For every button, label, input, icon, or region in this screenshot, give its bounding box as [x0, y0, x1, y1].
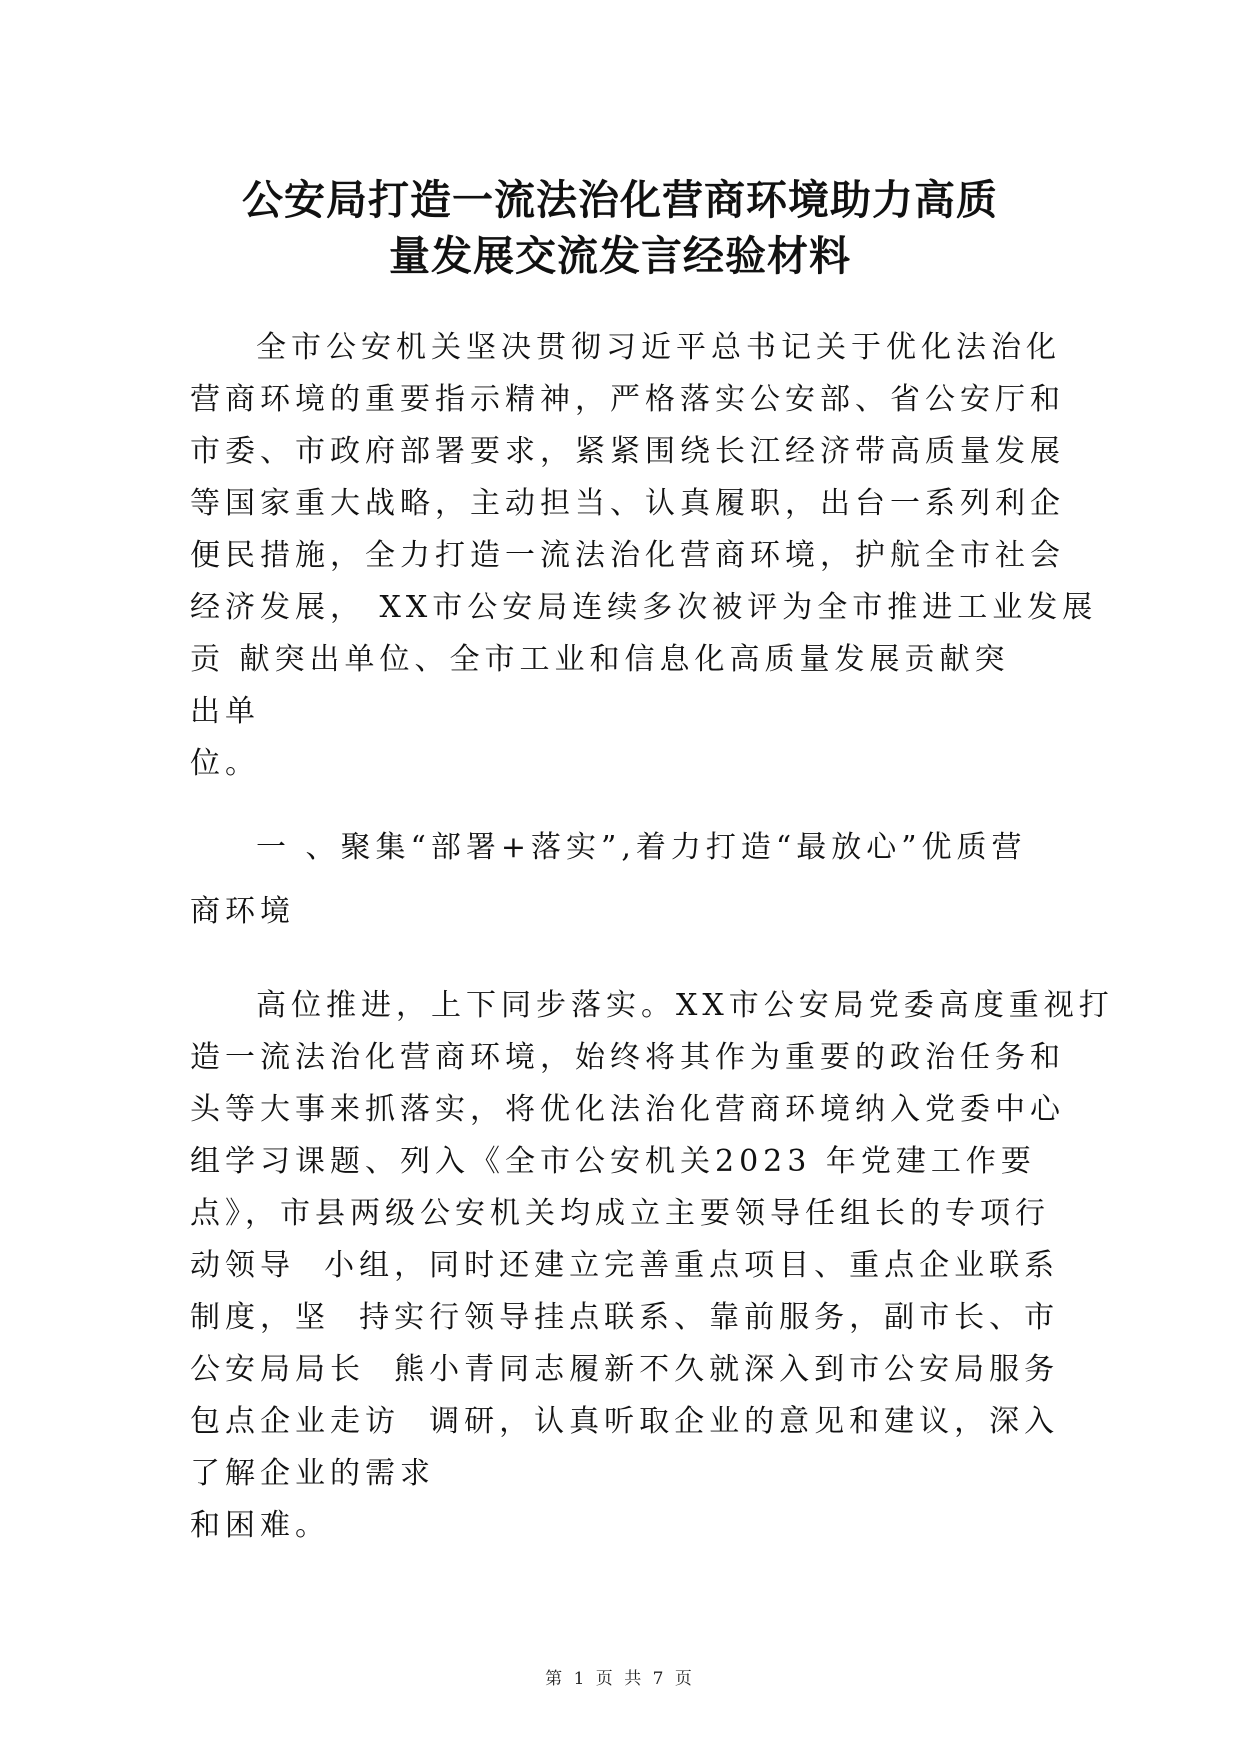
intro-line: 出单 [190, 694, 260, 729]
paragraph-spacer [190, 944, 1070, 980]
section-heading-line: 商环境 [190, 894, 295, 929]
section-heading-line: 一 、聚集“部署+落实”,着力打造“最放心”优质营 [256, 830, 1027, 865]
intro-line: 经济发展， XX市公安局连续多次被评为全市推进工业发展 [190, 590, 1098, 625]
paragraph-line: 公安局局长 熊小青同志履新不久就深入到市公安局服务 [190, 1352, 1060, 1387]
intro-line: 营商环境的重要指示精神，严格落实公安部、省公安厅和 [190, 382, 1065, 417]
paragraph-line: 头等大事来抓落实，将优化法治化营商环境纳入党委中心 [190, 1092, 1065, 1127]
intro-line: 贡 献突出单位、全市工业和信息化高质量发展贡献突 [190, 642, 1010, 677]
document-title [150, 172, 1090, 284]
document-body [190, 322, 1114, 1552]
intro-line: 等国家重大战略，主动担当、认真履职，出台一系列利企 [190, 486, 1065, 521]
paragraph-line: 动领导 小组，同时还建立完善重点项目、重点企业联系 [190, 1248, 1060, 1283]
intro-line: 便民措施，全力打造一流法治化营商环境，护航全市社会 [190, 538, 1065, 573]
paragraph-line: 造一流法治化营商环境，始终将其作为重要的政治任务和 [190, 1040, 1065, 1075]
paragraph-line: 点》，市县两级公安机关均成立主要领导任组长的专项行 [190, 1196, 1050, 1231]
paragraph-spacer [190, 790, 1070, 816]
paragraph-line: 了解企业的需求 [190, 1456, 435, 1491]
paragraph-line: 包点企业走访 调研，认真听取企业的意见和建议，深入 [190, 1404, 1060, 1439]
section-1-heading [190, 816, 1070, 944]
paragraph-line: 制度，坚 持实行领导挂点联系、靠前服务，副市长、市 [190, 1300, 1060, 1335]
intro-line: 市委、市政府部署要求，紧紧围绕长江经济带高质量发展 [190, 434, 1065, 469]
title-line-1: 公安局打造一流法治化营商环境助力高质 [242, 176, 998, 224]
intro-paragraph [190, 322, 1098, 790]
intro-line: 全市公安机关坚决贯彻习近平总书记关于优化法治化 [256, 330, 1061, 365]
intro-line: 位。 [190, 746, 260, 781]
page-number-footer: 第 1 页 共 7 页 [545, 1669, 695, 1689]
title-line-2: 量发展交流发言经验材料 [389, 232, 851, 280]
paragraph-line: 和困难。 [190, 1508, 330, 1543]
paragraph-line: 高位推进，上下同步落实。XX市公安局党委高度重视打 [256, 988, 1114, 1023]
section-1-paragraph [190, 980, 1114, 1552]
paragraph-line: 组学习课题、列入《全市公安机关2023 年党建工作要 [190, 1144, 1036, 1179]
